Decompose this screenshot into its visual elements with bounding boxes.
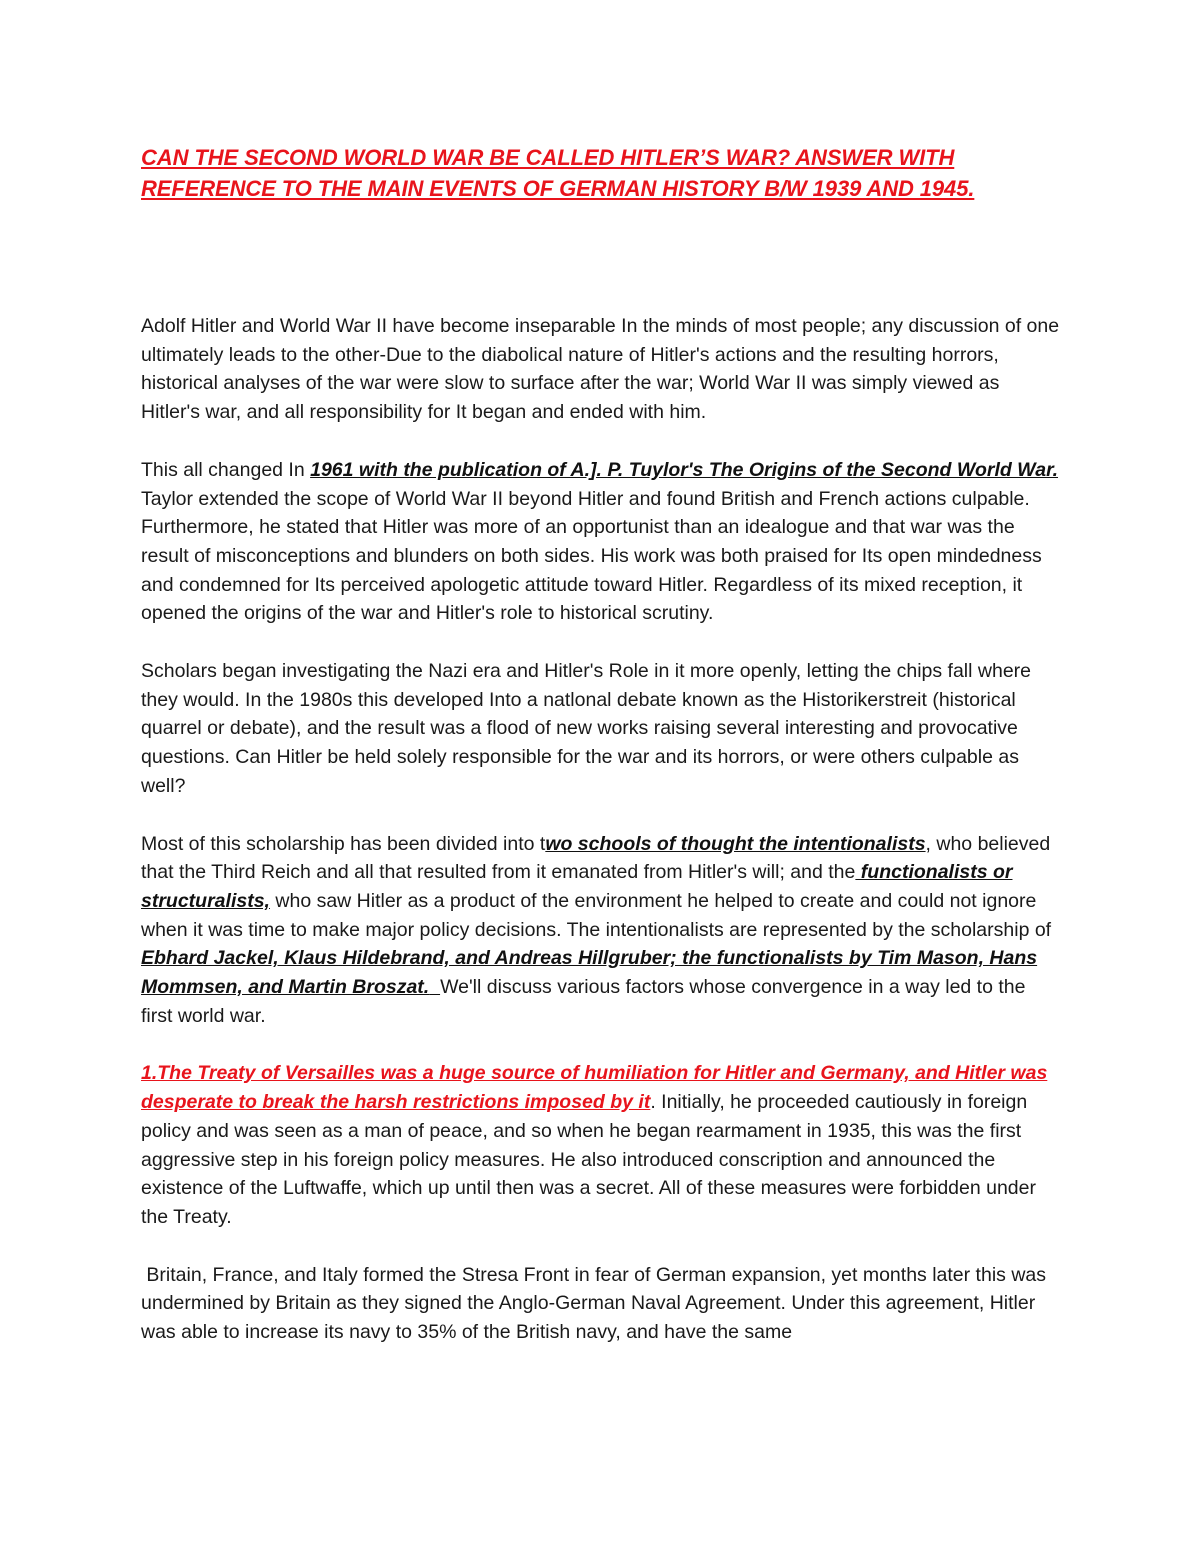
highlight-versailles-heading: 1.The Treaty of Versailles was a huge source of humiliation for Hitler and Germany, and Hitler was desperate to break the harsh restrictions imposed by it [141,1062,1048,1114]
paragraph-taylor [141,456,1061,628]
paragraph-versailles [141,1059,1061,1231]
paragraph-text: This all changed In [141,458,311,481]
paragraph-scholars: Scholars began investigating the Nazi era and Hitler's Role in it more openly, letting the chips fall where they would. In the 1980s this developed Into a natlonal debate known as the Historikerstreit (historical quarrel or debate), and the result was a flood of new works raising several interesting and provocative questions. Can Hitler be held solely responsible for the war and its horrors, or were others culpable as well? [141,660,1032,797]
paragraph-intro: Adolf Hitler and World War II have become inseparable In the minds of most people; any discussion of one ultimately leads to the other-Due to the diabolical nature of Hitler's actions and the resulting horrors, historical analyses of the war were slow to surface after the war; World War II was simply viewed as Hitler's war, and all responsibility for It began and ended with him. [141,315,1060,424]
paragraph-text: Taylor extended the scope of World War II beyond Hitler and found British and French actions culpable. Furthermore, he stated that Hitler was more of an opportunist than an idealogue and that war was the result of misconceptions and blunders on both sides. His work was both praised for Its open mindedness and condemned for Its perceived apologetic attitude toward Hitler. Regardless of its mixed reception, it opened the origins of the war and Hitler's role to historical scrutiny. [141,487,1042,625]
paragraph-text: . Initially, he proceeded cautiously in foreign policy and was seen as a man of peace, and so when he began rearmament in 1935, this was the first aggressive step in his foreign policy measures. He also introduced conscription and announced the existence of the Luftwaffe, which up until then was a secret. All of these measures were forbidden under the Treaty. [141,1091,1036,1228]
paragraph-stresa-front: Britain, France, and Italy formed the Stresa Front in fear of German expansion, yet months later this was undermined by Britain as they signed the Anglo-German Naval Agreement. Under this agreement, Hitler was able to increase its navy to 35% of the British navy, and have the same [141,1263,1052,1344]
paragraph-text: , who believed that the Third Reich and all that resulted from it emanated from Hitler's will; and the [141,832,1051,884]
paragraph-text: who saw Hitler as a product of the environment he helped to create and could not ignore when it was time to make major policy decisions. The intentionalists are represented by the scholarship of [141,889,1052,941]
highlight-functionalists: functionalists or structuralists, [141,861,1013,912]
essay-title: CAN THE SECOND WORLD WAR BE CALLED HITLER’S WAR? ANSWER WITH REFERENCE TO THE MAIN EVENTS OF GERMAN HISTORY B/W 1939 AND 1945. [141,145,975,201]
highlight-taylor-publication: 1961 with the publication of A.]. P. Tuylor's The Origins of the Second World War. [310,458,1059,481]
highlight-scholar-names: Ebhard Jackel, Klaus Hildebrand, and Andreas Hillgruber; the functionalists by Tim Mason, Hans Mommsen, and Martin Broszat. [141,947,1038,999]
document-body [141,142,1061,1376]
paragraph-text: Most of this scholarship has been divided into t [141,832,546,855]
paragraph-text: We'll discuss various factors whose convergence in a way led to the first world war. [141,976,1026,1027]
highlight-intentionalists: wo schools of thought the intentionalists [545,832,926,855]
highlight-trailing-space [429,976,440,998]
paragraph-schools-of-thought [141,830,1061,1031]
